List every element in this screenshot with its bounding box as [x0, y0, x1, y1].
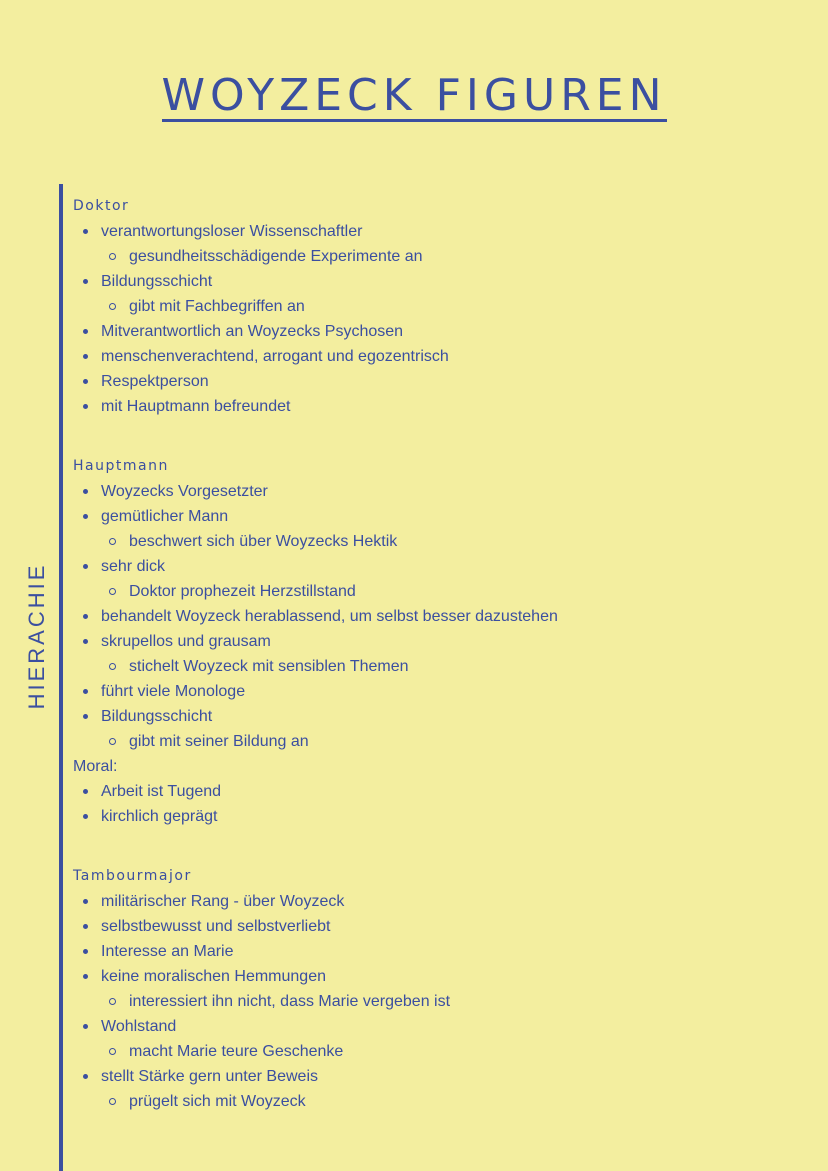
list-item: mit Hauptmann befreundet: [73, 394, 813, 419]
list-item: Mitverantwortlich an Woyzecks Psychosen: [73, 319, 813, 344]
bullet-list: [73, 219, 813, 419]
section-heading: Doktor: [73, 198, 130, 214]
hierarchy-line: [59, 184, 63, 1171]
list-item: gemütlicher Mann: [73, 504, 813, 529]
list-item: Respektperson: [73, 369, 813, 394]
list-item: keine moralischen Hemmungen: [73, 964, 813, 989]
list-item: Interesse an Marie: [73, 939, 813, 964]
list-item: militärischer Rang - über Woyzeck: [73, 889, 813, 914]
sub-list-item: gibt mit Fachbegriffen an: [73, 294, 813, 319]
section-tambourmajor: [73, 865, 813, 1114]
list-item: sehr dick: [73, 554, 813, 579]
sub-list-item: interessiert ihn nicht, dass Marie vergeben ist: [73, 989, 813, 1014]
bullet-list: [73, 889, 813, 1114]
page-title: [0, 70, 828, 122]
bullet-list: [73, 779, 813, 829]
sub-list-item: Doktor prophezeit Herzstillstand: [73, 579, 813, 604]
list-item: kirchlich geprägt: [73, 804, 813, 829]
list-item: Bildungsschicht: [73, 269, 813, 294]
sub-list-item: gesundheitsschädigende Experimente an: [73, 244, 813, 269]
sub-list-item: beschwert sich über Woyzecks Hektik: [73, 529, 813, 554]
sub-list-item: prügelt sich mit Woyzeck: [73, 1089, 813, 1114]
list-item: Bildungsschicht: [73, 704, 813, 729]
sub-list-item: stichelt Woyzeck mit sensiblen Themen: [73, 654, 813, 679]
section-heading: Hauptmann: [73, 458, 169, 474]
list-item: skrupellos und grausam: [73, 629, 813, 654]
section-heading: Tambourmajor: [73, 868, 192, 884]
list-item: Wohlstand: [73, 1014, 813, 1039]
list-item: behandelt Woyzeck herablassend, um selbst besser dazustehen: [73, 604, 813, 629]
hierarchy-label: HIERACHIE: [24, 562, 49, 710]
list-item: menschenverachtend, arrogant und egozentrisch: [73, 344, 813, 369]
list-item: stellt Stärke gern unter Beweis: [73, 1064, 813, 1089]
content: [73, 195, 813, 1114]
list-item: verantwortungsloser Wissenschaftler: [73, 219, 813, 244]
bullet-list: [73, 479, 813, 754]
list-item: selbstbewusst und selbstverliebt: [73, 914, 813, 939]
page-title-text: WOYZECK FIGUREN: [161, 70, 667, 121]
section-hauptmann: [73, 455, 813, 829]
section-doktor: [73, 195, 813, 419]
list-item: Arbeit ist Tugend: [73, 779, 813, 804]
sub-list-item: macht Marie teure Geschenke: [73, 1039, 813, 1064]
moral-label: Moral:: [73, 758, 118, 775]
list-item: führt viele Monologe: [73, 679, 813, 704]
sub-list-item: gibt mit seiner Bildung an: [73, 729, 813, 754]
list-item: Woyzecks Vorgesetzter: [73, 479, 813, 504]
